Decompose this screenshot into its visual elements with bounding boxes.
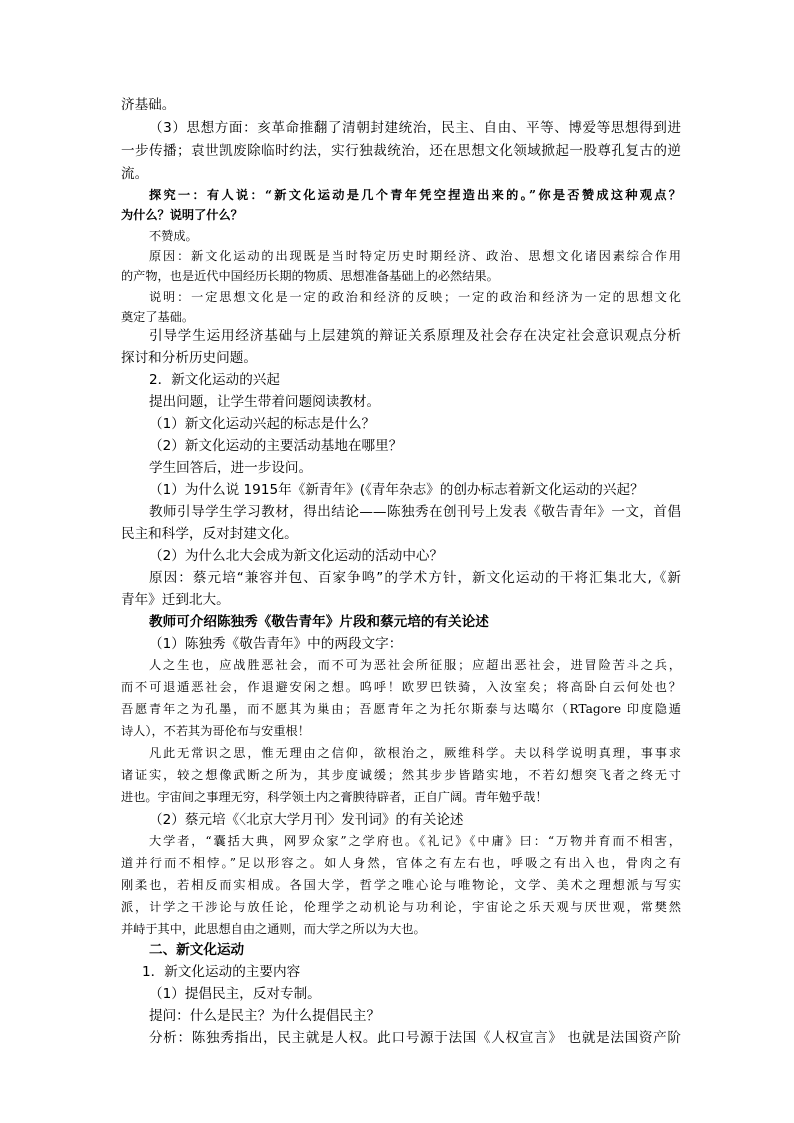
text-line: （1）陈独秀《敬告青年》中的两段文字： — [149, 636, 403, 652]
quote-line: 凡此无常识之思，惟无理由之信仰，欲根治之，厥维科学。夫以科学说明真理，事事求 — [149, 746, 681, 760]
text-line: 流。 — [121, 166, 149, 182]
quote-line: 而不可退遁恶社会，作退避安闲之想。呜呼！欧罗巴铁骑，入汝室矣；将高卧白云何处也？ — [121, 680, 681, 694]
text-line: 教师引导学生学习教材，得出结论——陈独秀在创刊号上发表《敬告青年》一文，首倡 — [149, 504, 681, 520]
text-line: （2）蔡元培《〈北京大学月刊〉发刊词》的有关论述 — [149, 812, 464, 828]
text-line: 原因：新文化运动的出现既是当时特定历史时期经济、政治、思想文化诸因素综合作用 — [149, 249, 681, 263]
text-line: （3）思想方面：亥革命推翻了清朝封建统治，民主、自由、平等、博爱等思想得到进 — [149, 120, 681, 136]
text-line: （2）为什么北大会成为新文化运动的活动中心？ — [149, 548, 444, 564]
inquiry-question: 探究一：有人说：“新文化运动是几个青年凭空捏造出来的。”你是否赞成这种观点？ — [149, 188, 681, 202]
text-line: 分析：陈独秀指出，民主就是人权。此口号源于法国《人权宣言》 也就是法国资产阶 — [149, 1030, 681, 1046]
quote-line: 刚柔也，若相反而实相成。各国大学，哲学之唯心论与唯物论，文学、美术之理想派与写实 — [121, 878, 681, 892]
text-line: 引导学生运用经济基础与上层建筑的辩证关系原理及社会存在决定社会意识观点分析 — [149, 328, 681, 344]
text-line: 探讨和分析历史问题。 — [121, 350, 257, 366]
quote-line: 大学者，“囊括大典，网罗众家”之学府也。《礼记》《中庸》曰：“万物并育而不相害， — [149, 834, 681, 848]
quote-line: 进也。宇宙间之事理无穷，科学领土内之膏腴待辟者，正自广阔。青年勉乎哉！ — [121, 790, 548, 804]
quote-line: 诸证实，较之想像武断之所为，其步度诚缓；然其步步皆踏实地，不若幻想突飞者之终无寸 — [121, 768, 681, 782]
text-line: 说明：一定思想文化是一定的政治和经济的反映；一定的政治和经济为一定的思想文化 — [149, 290, 681, 304]
text-line: 提出问题，让学生带着问题阅读教材。 — [149, 394, 381, 410]
quote-line: 派，计学之干涉论与放任论，伦理学之动机论与功利论，宇宙论之乐天观与厌世观，常樊然 — [121, 900, 681, 914]
section-heading: 二、新文化运动 — [149, 942, 245, 958]
text-line: 原因：蔡元培“兼容并包、百家争鸣”的学术方针，新文化运动的干将汇集北大,《新 — [149, 570, 681, 586]
section-heading: 2．新文化运动的兴起 — [149, 372, 280, 388]
text-line: （2）新文化运动的主要活动基地在哪里？ — [149, 438, 403, 454]
quote-line: 道并行而不相悖。”足以形容之。如人身然，官体之有左右也，呼吸之有出入也，骨肉之有 — [121, 856, 681, 870]
text-line: 奠定了基础。 — [121, 310, 195, 324]
bold-heading: 教师可介绍陈独秀《敬告青年》片段和蔡元培的有关论述 — [149, 614, 489, 630]
text-line: 青年》迁到北大。 — [121, 592, 230, 608]
quote-line: 人之生也，应战胜恶社会，而不可为恶社会所征服；应超出恶社会，进冒险苦斗之兵， — [149, 658, 681, 672]
quote-line: 吾愿青年之为孔墨，而不愿其为巢由；吾愿青年之为托尔斯泰与达噶尔（RTagore 印度隐遁 — [121, 702, 681, 716]
text-line: 民主和科学，反对封建文化。 — [121, 526, 298, 542]
text-line: 提问：什么是民主？为什么提倡民主？ — [149, 1008, 381, 1024]
text-line: （1）为什么说 1915年《新青年》(《青年杂志》的创办标志着新文化运动的兴起？ — [149, 482, 644, 498]
inquiry-question: 为什么？说明了什么？ — [121, 208, 243, 222]
text-line: 学生回答后，进一步设问。 — [149, 460, 313, 476]
text-line: （1）提倡民主，反对专制。 — [149, 986, 321, 1002]
text-line: 的产物，也是近代中国经历长期的物质、思想准备基础上的必然结果。 — [121, 269, 499, 283]
text-line: 不赞成。 — [149, 229, 198, 243]
section-heading: 1．新文化运动的主要内容 — [142, 964, 301, 980]
quote-line: 诗人），不若其为哥伦布与安重根！ — [121, 724, 310, 738]
text-line: 济基础。 — [121, 97, 176, 113]
quote-line: 并峙于其中，此思想自由之通则，而大学之所以为大也。 — [121, 922, 426, 936]
text-line: （1）新文化运动兴起的标志是什么？ — [149, 416, 376, 432]
text-line: 一步传播；袁世凯废除临时约法，实行独裁统治，还在思想文化领域掀起一股尊孔复古的逆 — [121, 143, 681, 159]
